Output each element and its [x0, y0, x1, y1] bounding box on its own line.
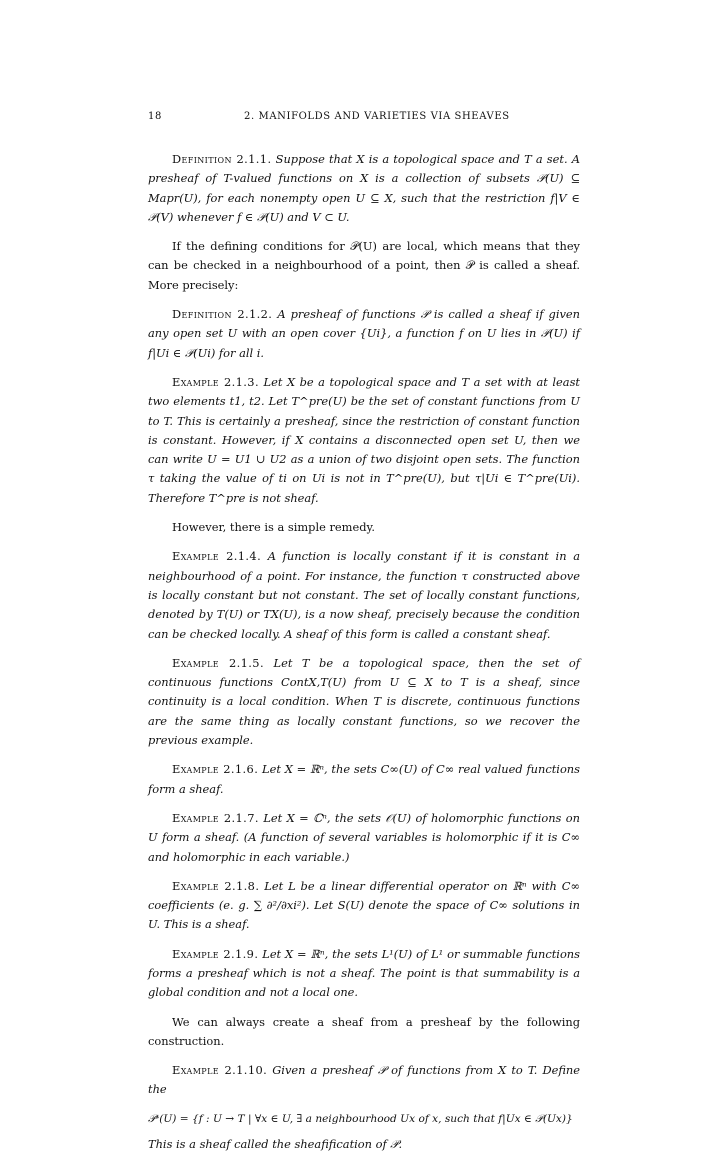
definition-2-1-1	[148, 150, 580, 227]
display-formula-sheafification: 𝒫ˢ(U) = {f : U → T | ∀x ∈ U, ∃ a neighbourhood Ux of x, such that f|Ux ∈ 𝒫(Ux)}	[148, 1112, 573, 1125]
page-body	[148, 150, 580, 1164]
example-2-1-8	[148, 877, 580, 935]
paragraph-construction	[148, 1013, 580, 1052]
block-text: If the defining conditions for 𝒫(U) are local, which means that they can be checked in a neighbourhood of a point, then 𝒫 is called a sheaf. More precisely:	[148, 239, 580, 292]
block-text: Let L be a linear differential operator on ℝⁿ with C∞ coefficients (e. g. ∑ ∂²/∂xi²). Let S(U) denote the space of C∞ solutions in U. This is a sheaf.	[148, 878, 581, 932]
block-label: Example 2.1.8.	[172, 878, 260, 893]
running-title: 2. MANIFOLDS AND VARIETIES VIA SHEAVES	[244, 111, 510, 122]
block-label: Example 2.1.4.	[172, 549, 262, 564]
block-label: Example 2.1.10.	[172, 1063, 268, 1078]
page-number: 18	[148, 111, 162, 122]
example-2-1-3	[148, 373, 580, 508]
block-label: Example 2.1.3.	[172, 374, 259, 389]
paragraph-local-conditions	[148, 237, 580, 295]
block-text: Let X = ℝⁿ, the sets C∞(U) of C∞ real valued functions form a sheaf.	[148, 762, 580, 796]
closing-sentence: This is a sheaf called the sheafification of 𝒫.	[148, 1136, 403, 1151]
block-label: Example 2.1.5.	[172, 655, 264, 670]
example-2-1-4	[148, 547, 580, 643]
block-text: Suppose that X is a topological space and T a set. A presheaf of T-valued functions on X is a collection of subsets 𝒫(U) ⊆ Mapr(U), for each nonempty open U ⊆ X, such that the restriction f|V ∈ 𝒫(V) whenever f ∈ 𝒫(U) and V ⊂ U.	[148, 152, 580, 224]
example-2-1-9	[148, 945, 580, 1003]
page-header	[148, 111, 580, 125]
block-label: Definition 2.1.1.	[172, 152, 272, 166]
block-text: Given a presheaf 𝒫 of functions from X to T. Define the	[148, 1063, 580, 1097]
block-text: Let X be a topological space and T a set with at least two elements t1, t2. Let T^pre(U) be the set of constant functions from U to T. This is certainly a presheaf, since the restriction of constant function is constant. However, if X contains a disconnected open set U, then we can write U = U1 ∪ U2 as a union of two disjoint open sets. The function τ taking the value of ti on Ui is not in T^pre(U), but τ|Ui ∈ T^pre(Ui). Therefore T^pre is not sheaf.	[148, 374, 580, 505]
definition-2-1-2	[148, 305, 580, 363]
block-text: Let T be a topological space, then the set of continuous functions ContX,T(U) from U ⊆ X to T is a sheaf, since continuity is a local condition. When T is discrete, continuous functions are the same thing as locally constant functions, so we recover the previous example.	[148, 655, 580, 748]
block-text: However, there is a simple remedy.	[172, 520, 376, 535]
example-2-1-10	[148, 1061, 580, 1100]
example-2-1-6	[148, 760, 580, 799]
block-label: Example 2.1.9.	[172, 946, 259, 961]
block-label: Example 2.1.7.	[172, 810, 259, 825]
example-2-1-5	[148, 654, 580, 750]
block-text: We can always create a sheaf from a presheaf by the following construction.	[148, 1014, 580, 1048]
block-label: Definition 2.1.2.	[172, 307, 273, 322]
example-2-1-7	[148, 809, 580, 867]
block-label: Example 2.1.6.	[172, 762, 259, 777]
block-text: A presheaf of functions 𝒫 is called a sheaf if given any open set U with an open cover {Ui}, a function f on U lies in 𝒫(U) if f|Ui ∈ 𝒫(Ui) for all i.	[148, 307, 580, 360]
block-text: Let X = ℂⁿ, the sets 𝒪(U) of holomorphic functions on U form a sheaf. (A function of several variables is holomorphic if it is C∞ and holomorphic in each variable.)	[148, 810, 581, 864]
block-text: Let X = ℝⁿ, the sets L¹(U) of L¹ or summable functions forms a presheaf which is not a sheaf. The point is that summability is a global condition and not a local one.	[148, 946, 580, 1000]
block-text: A function is locally constant if it is constant in a neighbourhood of a point. For instance, the function τ constructed above is locally constant but not constant. The set of locally constant functions, denoted by T(U) or TX(U), is a now sheaf, precisely because the condition can be checked locally. A sheaf of this form is called a constant sheaf.	[148, 549, 580, 641]
paragraph-remedy	[148, 518, 580, 537]
